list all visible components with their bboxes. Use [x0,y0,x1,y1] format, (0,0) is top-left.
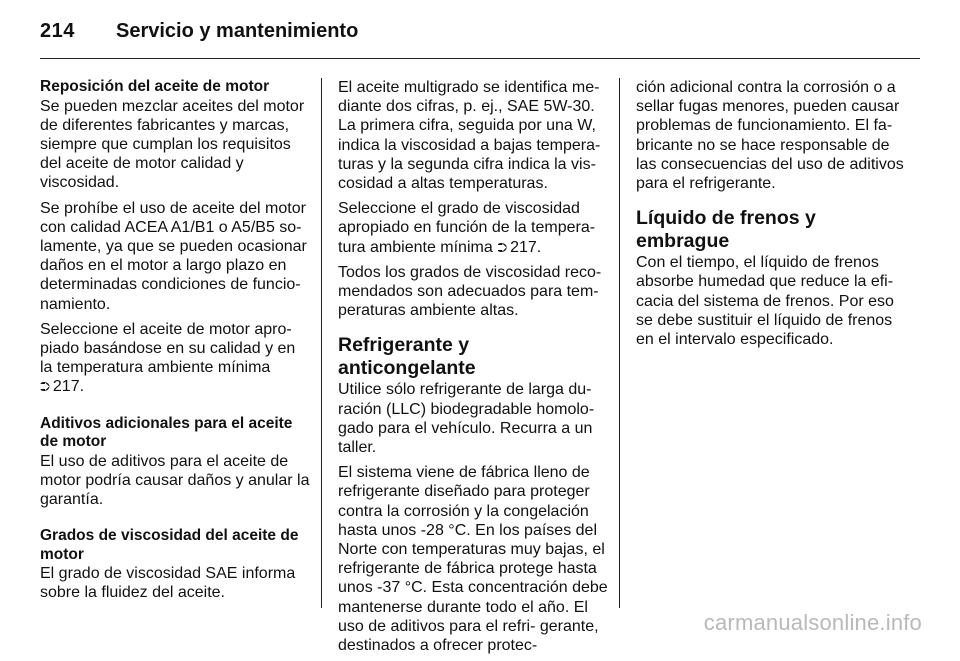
section-reposicion-aceite [40,78,310,397]
paragraph-with-reference [338,199,608,257]
paragraph: Todos los grados de viscosidad reco- mendados son adecuados para tem- peraturas ambiente altas. [338,263,602,320]
paragraph: El grado de viscosidad SAE informa sobre la fluidez del aceite. [40,565,296,602]
section-heading: Refrigerante y anticongelante [338,334,476,380]
paragraph: El sistema viene de fábrica lleno de refrigerante diseñado para proteger contra la corrosión y la congelación hasta unos -28 °C. En los países del Norte con temperaturas muy bajas, el refrigerante de fábrica protege hasta unos -37 °C. Esta concentración debe mantenerse durante todo el año. El uso de aditivos para el refri- gerante, destinados a ofrecer protec- [338,464,608,655]
page-header [40,18,920,59]
section-heading: Aditivos adicionales para el aceite de motor [40,414,293,451]
paragraph: Se prohíbe el uso de aceite del motor con calidad ACEA A1/B1 o A5/B5 so- lamente, ya que se pueden ocasionar daños en el motor a largo plazo en determinadas condiciones de funcio- namiento. [40,199,307,313]
paragraph: El aceite multigrado se identifica me- diante dos cifras, p. ej., SAE 5W-30. La primera cifra, seguida por una W, indica la viscosidad a bajas tempera- turas y la segunda cifra indica la vis- cosidad a altas temperaturas. [338,79,601,193]
paragraph: ción adicional contra la corrosión o a sellar fugas menores, pueden causar problemas de funcionamiento. El fa- bricante no se hace responsable de las consecuencias del uso de aditivos para el refrigerante. [636,79,904,193]
paragraph-with-reference [40,320,310,397]
paragraph: El uso de aditivos para el aceite de motor podría causar daños y anular la garantía. [40,452,310,508]
paragraph-text: Seleccione el grado de viscosidad apropiado en función de la tempera- tura ambiente mínima [338,200,596,256]
page-reference-link[interactable]: 217. [52,378,85,396]
section-grados-viscosidad [40,527,310,602]
column-2 [338,78,608,661]
section-heading: Reposición del aceite de motor [40,78,270,95]
page-reference-link[interactable]: 217. [510,238,542,256]
page-title: Servicio y mantenimiento [116,20,359,42]
arrow-circle-right-icon: ⮊ [497,239,508,255]
section-aditivos [40,415,310,510]
column-divider [321,78,322,608]
section-refrigerante [338,334,608,655]
arrow-circle-right-icon: ⮊ [40,379,50,395]
paragraph-text: Seleccione el aceite de motor apro- piado basándose en su calidad y en la temperatura ambiente mínima [40,320,296,377]
paragraph: Utilice sólo refrigerante de larga du- ración (LLC) biodegradable homolo- gado para el vehículo. Recurra a un taller. [338,381,595,457]
section-heading: Grados de viscosidad del aceite de motor [40,527,299,563]
page-number: 214 [40,20,75,42]
section-liquido-frenos [636,207,906,349]
watermark-text: carmanualsonline.info [703,610,922,635]
paragraph: Se pueden mezclar aceites del motor de diferentes fabricantes y marcas, siempre que cumplan los requisitos del aceite de motor calidad y viscosidad. [40,97,305,192]
column-3 [636,78,906,355]
column-1 [40,78,310,621]
paragraph: Con el tiempo, el líquido de frenos absorbe humedad que reduce la efi- cacia del sistema de frenos. Por eso se debe sustituir el líquido de frenos en el intervalo especificado. [636,254,894,349]
section-heading: Líquido de frenos y embrague [636,207,816,253]
column-divider [619,78,620,608]
